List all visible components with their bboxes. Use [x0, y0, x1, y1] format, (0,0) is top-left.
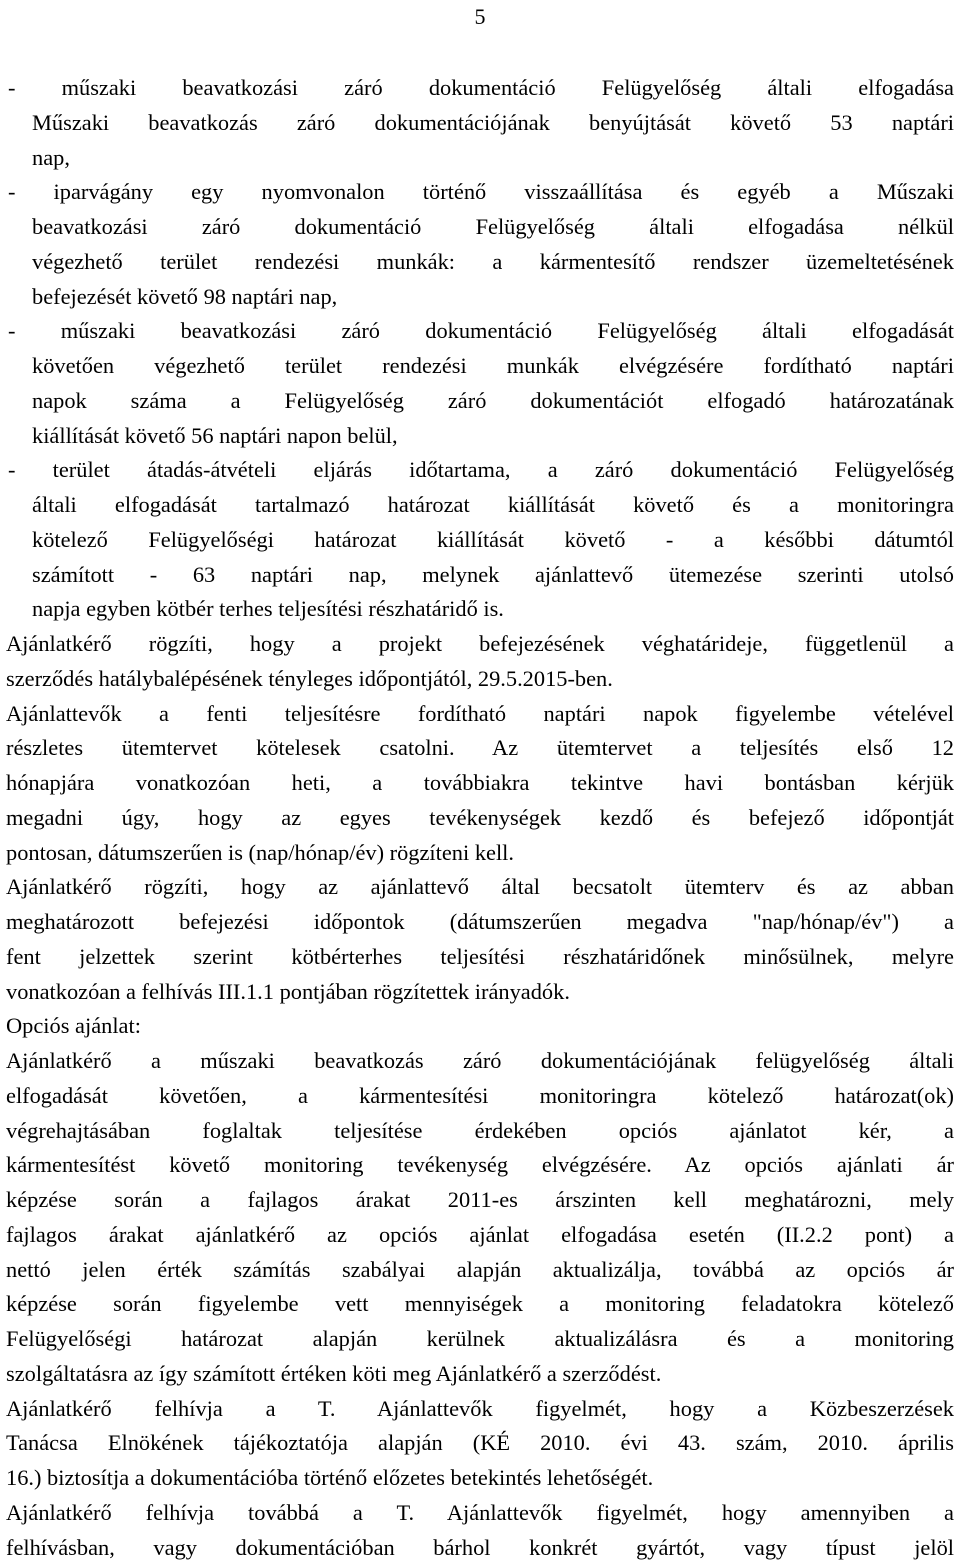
text-line: Ajánlatkérő rögzíti, hogy az ajánlattevő által becsatolt ütemterv és az abban [6, 874, 954, 900]
text-line: vonatkozóan a felhívás III.1.1 pontjában rögzítettek irányadók. [6, 978, 570, 1004]
text-line: Tanácsa Elnökének tájékoztatója alapján (KÉ 2010. évi 43. szám, 2010. április [6, 1430, 954, 1456]
text-line: végezhető terület rendezési munkák: a kármentesítő rendszer üzemeltetésének [32, 248, 954, 274]
text-line: szerződés hatálybalépésének tényleges időpontjától, 29.5.2015-ben. [6, 665, 613, 691]
text-line: Ajánlatkérő felhívja továbbá a T. Ajánlattevők figyelmét, hogy amennyiben a [6, 1499, 954, 1525]
page-number: 5 [474, 4, 486, 29]
text-line: - iparvágány egy nyomvonalon történő visszaállítása és egyéb a Műszaki [8, 179, 954, 205]
text-line: képzése során a fajlagos árakat 2011-es árszinten kell meghatározni, mely [6, 1187, 954, 1212]
text-line: nap, [32, 144, 70, 170]
text-line: kiállítását követő 56 naptári napon belül, [32, 422, 398, 448]
text-line: - terület átadás-átvételi eljárás időtartama, a záró dokumentáció Felügyelőség [8, 457, 954, 483]
text-line: végrehajtásában foglaltak teljesítése érdekében opciós ajánlatot kér, a [6, 1117, 954, 1143]
text-line: követően végezhető terület rendezési munkák elvégzésére fordítható naptári [32, 353, 954, 378]
text-line: kötelező Felügyelőségi határozat kiállítását követő - a későbbi dátumtól [32, 526, 954, 552]
text-line: Ajánlatkérő rögzíti, hogy a projekt befejezésének véghatárideje, függetlenül a [6, 631, 954, 656]
text-line: elfogadását követően, a kármentesítési monitoringra kötelező határozat(ok) [6, 1082, 954, 1108]
text-line: fent jelzettek szerint kötbérterhes teljesítési részhatáridőnek minősülnek, melyre [6, 943, 954, 969]
text-line: beavatkozási záró dokumentáció Felügyelőség általi elfogadása nélkül [32, 214, 954, 239]
text-line: napok száma a Felügyelőség záró dokumentációt elfogadó határozatának [32, 387, 954, 413]
text-line: felhívásban, vagy dokumentációban bárhol konkrét gyártót, vagy típust jelöl [6, 1534, 954, 1560]
text-line: - műszaki beavatkozási záró dokumentáció Felügyelőség általi elfogadását [8, 318, 954, 344]
text-line: Ajánlattevők a fenti teljesítésre fordítható naptári napok figyelembe vételével [6, 700, 954, 726]
text-line: pontosan, dátumszerűen is (nap/hónap/év) rögzíteni kell. [6, 839, 514, 865]
text-line: kármentesítést követő monitoring tevékenység elvégzésére. Az opciós ajánlati ár [6, 1152, 954, 1178]
text-line: befejezését követő 98 naptári nap, [32, 283, 338, 309]
text-line: képzése során figyelembe vett mennyiségek a monitoring feladatokra kötelező [6, 1291, 954, 1317]
text-line: részletes ütemtervet kötelesek csatolni. Az ütemtervet a teljesítés első 12 [6, 735, 954, 761]
text-line: Ajánlatkérő a műszaki beavatkozás záró dokumentációjának felügyelőség általi [6, 1048, 954, 1073]
text-line: fajlagos árakat ajánlatkérő az opciós ajánlat elfogadása esetén (II.2.2 pont) a [6, 1221, 954, 1247]
text-line: hónapjára vonatkozóan heti, a továbbiakra tekintve havi bontásban kérjük [6, 770, 954, 795]
text-line: 16.) biztosítja a dokumentációba történő előzetes betekintés lehetőségét. [6, 1465, 654, 1490]
text-line: megadni úgy, hogy az egyes tevékenységek kezdő és befejező időpontját [6, 804, 954, 830]
text-line: Műszaki beavatkozás záró dokumentációjának benyújtását követő 53 naptári [32, 109, 954, 135]
text-line: Ajánlatkérő felhívja a T. Ajánlattevők figyelmét, hogy a Közbeszerzések [6, 1395, 954, 1421]
text-line: - műszaki beavatkozási záró dokumentáció Felügyelőség általi elfogadása [8, 75, 954, 100]
text-line: nettó jelen érték számítás szabályai alapján aktualizálja, továbbá az opciós ár [6, 1256, 954, 1282]
text-line: Opciós ajánlat: [6, 1013, 141, 1039]
text-line: szolgáltatásra az így számított értéken köti meg Ajánlatkérő a szerződést. [6, 1360, 662, 1386]
text-line: számított - 63 naptári nap, melynek ajánlattevő ütemezése szerinti utolsó [32, 561, 954, 587]
text-line: meghatározott befejezési időpontok (dátumszerűen megadva "nap/hónap/év") a [6, 909, 954, 934]
text-line: napja egyben kötbér terhes teljesítési részhatáridő is. [32, 596, 504, 622]
text-line: általi elfogadását tartalmazó határozat kiállítását követő és a monitoringra [32, 492, 954, 517]
text-line: Felügyelőségi határozat alapján kerülnek aktualizálásra és a monitoring [6, 1326, 954, 1351]
